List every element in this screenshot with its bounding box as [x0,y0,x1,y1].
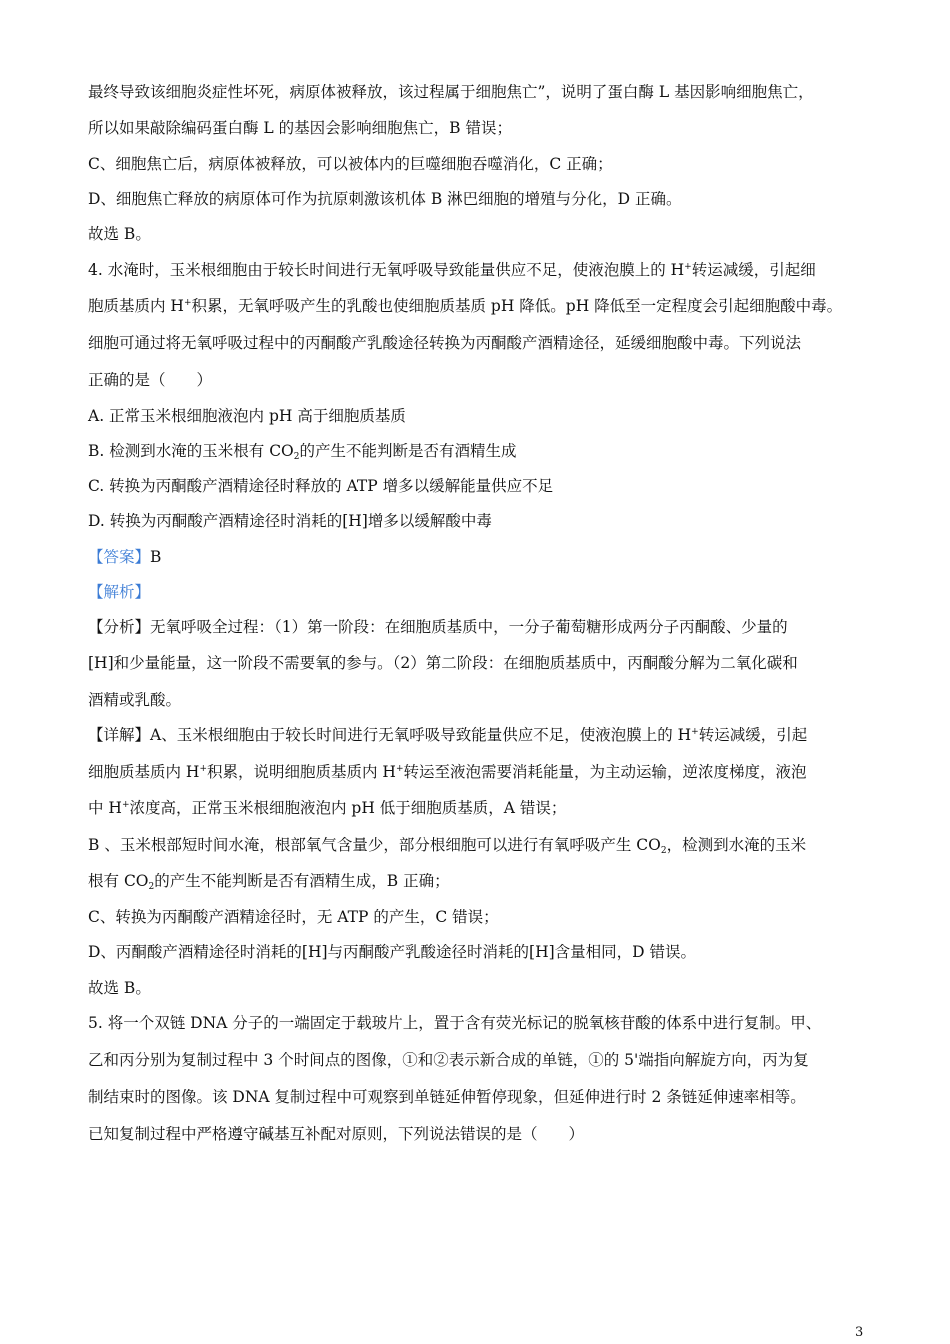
answer-value: B [150,548,162,566]
analysis-tag: 【解析】 [88,583,151,601]
superscript: + [121,800,130,810]
q5-stem-line-2 [88,1050,888,1070]
text: 转运至液泡需要消耗能量，为主动运输，逆浓度梯度，液泡 [403,763,807,781]
q4-xiangjie-line-4 [88,835,888,855]
q4-xiangjie-line-3 [88,798,888,818]
q4-stem-line-3 [88,333,888,353]
text: ，检测到水淹的玉米 [666,836,807,854]
text: 细胞质基质内 H [88,763,200,781]
text: 转运减缓，引起 [698,726,808,744]
text: CO [123,872,149,890]
fenxi-tag: 【分析】 [88,618,151,636]
text: B 、玉米根部短时间水淹，根部氧气含量少，部分根细胞可以进行有氧呼吸产生 [88,836,637,854]
q3-text-line-1 [88,82,888,102]
q4-stem-line-2 [88,296,888,316]
text: CO [636,836,661,854]
text: 积累，无氧呼吸产生的乳酸也使细胞质基质 pH 降低。pH 降低至一定程度会引起细胞酸中毒。 [191,297,843,315]
text: CO [269,442,294,460]
subscript: 2 [293,452,300,462]
text: 乙和丙分别为复制过程中 3 个时间点的图像，①和②表示新合成的单链，①的 5'端指向解旋方向，丙为复 [88,1051,809,1069]
text: 5. 将一个双链 DNA 分子的一端固定于载玻片上，置于含有荧光标记的脱氧核苷酸的体系中进行复制。甲、 [88,1014,822,1032]
text: B. 检测到水淹的玉米根有 [88,442,270,460]
text: 的产生不能判断是否有酒精生成 [299,442,517,460]
q5-stem-line-4 [88,1124,888,1144]
q4-analysis-heading [88,582,888,602]
q5-stem-line-1 [88,1013,888,1033]
answer-blank: （ ） [150,371,213,389]
xiangjie-tag: 【详解】 [88,726,151,744]
q4-xiangjie-line-7 [88,942,888,962]
text: 积累，说明细胞质基质内 H [207,763,396,781]
text: 4. 水淹时，玉米根细胞由于较长时间进行无氧呼吸导致能量供应不足，使液泡膜上的 H [88,261,685,279]
text: 无氧呼吸全过程：（1）第一阶段：在细胞质基质中，一分子葡萄糖形成两分子丙酮酸、少量的 [150,618,788,636]
q3-conclusion [88,224,888,244]
superscript: + [691,727,699,737]
q4-xiangjie-line-2 [88,762,888,782]
text: 制结束时的图像。该 DNA 复制过程中可观察到单链延伸暂停现象，但延伸进行时 2 条链延伸速率相等。 [88,1088,806,1106]
q5-stem-line-3 [88,1087,888,1107]
text: D、细胞焦亡释放的病原体可作为抗原刺激该机体 B 淋巴细胞的增殖与分化，D 正确。 [88,190,682,208]
text: 浓度高，正常玉米根细胞液泡内 pH 低于细胞质基质，A 错误； [129,799,567,817]
text: 根有 [88,872,124,890]
text: 最终导致该细胞炎症性坏死，病原体被释放，该过程属于细胞焦亡”，说明了蛋白酶 L 基因影响细胞焦亡， [88,83,814,101]
q4-answer [88,547,888,567]
text: A、玉米根细胞由于较长时间进行无氧呼吸导致能量供应不足，使液泡膜上的 H [150,726,692,744]
q3-text-line-2 [88,118,888,138]
text: 胞质基质内 H [88,297,184,315]
q4-option-c [88,476,888,496]
text: 已知复制过程中严格遵守碱基互补配对原则，下列说法错误的是 [88,1125,523,1143]
text: [H]和少量能量，这一阶段不需要氧的参与。（2）第二阶段：在细胞质基质中，丙酮酸分解为二氧化碳和 [88,654,798,672]
text: 酒精或乳酸。 [88,691,182,709]
superscript: + [183,298,192,308]
answer-blank: （ ） [522,1125,585,1143]
q4-xiangjie-line-5 [88,871,888,891]
text: 故选 B。 [88,979,151,997]
text: 故选 B。 [88,225,151,243]
q4-conclusion [88,978,888,998]
superscript: + [199,764,207,774]
q4-option-a [88,406,888,426]
text: 转运减缓，引起细 [691,261,816,279]
text: 中 H [88,799,122,817]
text: C、转换为丙酮酸产酒精途径时，无 ATP 的产生，C 错误； [88,908,499,926]
text: 所以如果敲除编码蛋白酶 L 的基因会影响细胞焦亡，B 错误； [88,119,512,137]
text: A. 正常玉米根细胞液泡内 pH 高于细胞质基质 [88,407,406,425]
text: 细胞可通过将无氧呼吸过程中的丙酮酸产乳酸途径转换为丙酮酸产酒精途径，延缓细胞酸中毒。下列说法 [88,334,802,352]
q4-stem-line-4 [88,370,888,390]
q4-fenxi-line-3 [88,690,888,710]
page-number: 3 [855,1325,864,1340]
q4-fenxi-line-1 [88,617,888,637]
q4-xiangjie-line-6 [88,907,888,927]
subscript: 2 [148,882,155,892]
q4-option-d [88,511,888,531]
text: 的产生不能判断是否有酒精生成，B 正确； [154,872,450,890]
q4-fenxi-line-2 [88,653,888,673]
q4-stem-line-1 [88,260,888,280]
answer-tag: 【答案】 [88,548,151,566]
text: D. 转换为丙酮酸产酒精途径时消耗的[H]增多以缓解酸中毒 [88,512,492,530]
subscript: 2 [660,846,667,856]
q4-option-b [88,441,888,461]
text: 正确的是 [88,371,151,389]
q4-xiangjie-line-1 [88,725,888,745]
text: C. 转换为丙酮酸产酒精途径时释放的 ATP 增多以缓解能量供应不足 [88,477,554,495]
superscript: + [684,262,692,272]
text: D、丙酮酸产酒精途径时消耗的[H]与丙酮酸产乳酸途径时消耗的[H]含量相同，D 错误。 [88,943,697,961]
q3-option-d-explanation [88,189,888,209]
superscript: + [395,764,404,774]
text: C、细胞焦亡后，病原体被释放，可以被体内的巨噬细胞吞噬消化，C 正确； [88,155,613,173]
q3-option-c-explanation [88,154,888,174]
